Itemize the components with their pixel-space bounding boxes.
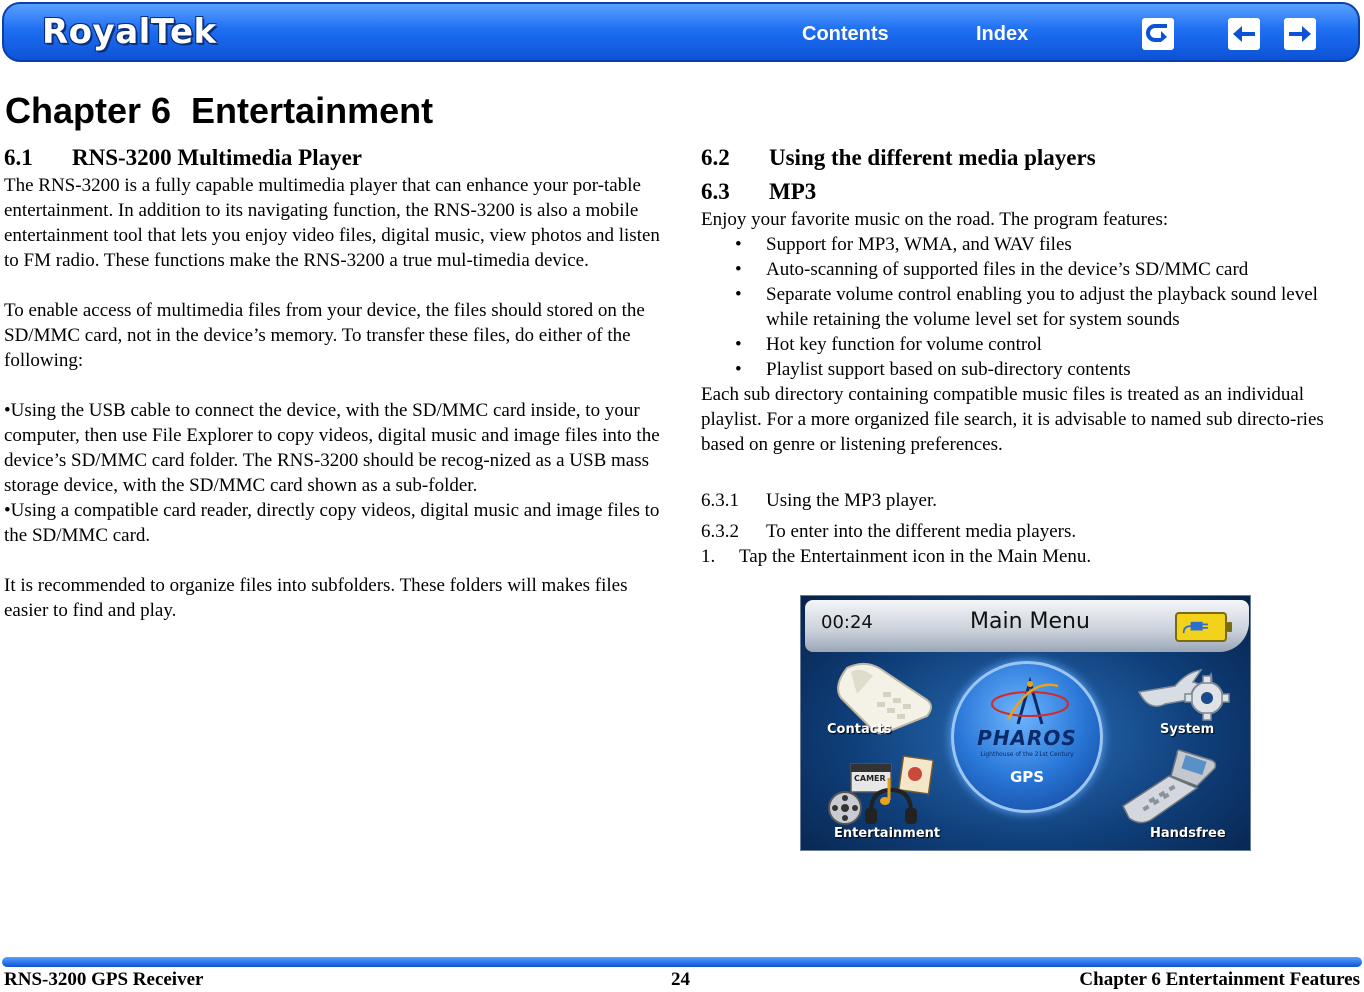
subsection-number: 6.3.2	[701, 521, 739, 542]
pharos-tagline: Lighthouse of the 21st Century	[980, 751, 1074, 758]
subsection-heading-6-3-2	[701, 519, 1363, 544]
pharos-logo: PHAROS	[977, 726, 1077, 750]
page-number: 24	[671, 969, 690, 990]
paragraph-playlist: Each sub directory containing compatible music files is treated as an individual playlist. For a more organized file search, it is advisable to named sub directo-ries based on genre or listening preferences.	[701, 384, 1324, 455]
section-heading-6-3	[701, 177, 1363, 207]
subsection-title: Using the MP3 player.	[766, 490, 937, 511]
paragraph-intro: The RNS-3200 is a fully capable multimedia player that can enhance your por-table entertainment. In addition to its navigating function, the RNS-3200 is also a mobile entertainment tool that lets you enjoy video files, digital music, view photos and listen to FM radio. These functions make the RNS-3200 a true mul-timedia device.	[4, 175, 660, 271]
system-label: System	[1160, 722, 1215, 737]
paragraph-usb: •Using the USB cable to connect the device, with the SD/MMC card inside, to your computer, then use File Explorer to copy videos, digital music and image files into the device’s SD/MMC card folder. The RNS-3200 should be recog-nized as a USB mass storage device, with the SD/MMC card shown as a sub-folder.	[4, 400, 660, 496]
brand-logo: RoyalTek	[42, 12, 217, 52]
footer-chapter: Chapter 6 Entertainment Features	[1079, 969, 1360, 990]
step-number: 1.	[701, 546, 716, 567]
features-list	[701, 232, 1363, 382]
list-item: • Playlist support based on sub-directory contents	[701, 357, 1363, 382]
system-gear-icon[interactable]	[1135, 664, 1231, 722]
footer-bar	[2, 957, 1362, 967]
entertainment-icon[interactable]	[827, 754, 939, 830]
section-heading-6-2	[701, 143, 1363, 173]
gps-button[interactable]	[951, 661, 1103, 813]
subsection-number: 6.3.1	[701, 490, 739, 511]
left-arrow-icon	[1231, 23, 1257, 45]
back-button[interactable]	[1142, 18, 1174, 50]
footer-product: RNS-3200 GPS Receiver	[4, 969, 204, 990]
step-text: Tap the Entertainment icon in the Main Menu.	[739, 546, 1092, 567]
section-title: RNS-3200 Multimedia Player	[72, 145, 363, 170]
entertainment-label: Entertainment	[834, 826, 941, 841]
device-clock: 00:24	[821, 612, 873, 633]
section-heading-6-1	[4, 143, 668, 173]
list-item: • Hot key function for volume control	[701, 332, 1363, 357]
camera-text: CAMER	[854, 774, 886, 783]
section-number: 6.2	[701, 145, 730, 170]
section-number: 6.1	[4, 145, 33, 170]
plug-icon	[1177, 614, 1225, 640]
right-arrow-icon	[1287, 23, 1313, 45]
contacts-label: Contacts	[827, 722, 892, 737]
list-item: • Separate volume control enabling you to adjust the playback sound level while retaining the volume level set for system sounds	[701, 282, 1363, 332]
device-title-bar	[805, 600, 1249, 652]
index-link[interactable]: Index	[976, 23, 1029, 45]
section-title: MP3	[769, 179, 817, 204]
list-item: • Support for MP3, WMA, and WAV files	[701, 232, 1363, 257]
step-1	[701, 544, 1363, 569]
list-item: • Auto-scanning of supported files in the device’s SD/MMC card	[701, 257, 1363, 282]
next-page-button[interactable]	[1284, 18, 1316, 50]
battery-plug-icon	[1175, 612, 1227, 642]
paragraph-access: To enable access of multimedia files from your device, the files should stored on the SD/MMC card, not in the device’s memory. To transfer these files, do either of the following:	[4, 300, 645, 371]
features-intro: Enjoy your favorite music on the road. The program features:	[701, 209, 1169, 230]
device-menu-title: Main Menu	[970, 609, 1090, 634]
right-column	[701, 143, 1363, 569]
paragraph-subfolders: It is recommended to organize files into subfolders. These folders will makes files easier to find and play.	[4, 575, 628, 621]
subsection-title: To enter into the different media players.	[766, 521, 1077, 542]
section-number: 6.3	[701, 179, 730, 204]
handsfree-phone-icon[interactable]	[1119, 746, 1229, 826]
main-menu-screenshot	[800, 595, 1251, 851]
pharos-lighthouse-icon	[988, 676, 1072, 728]
left-column	[4, 143, 668, 648]
subsection-heading-6-3-1	[701, 488, 1363, 513]
gps-label: GPS	[1009, 768, 1045, 786]
header-bar	[2, 2, 1360, 62]
return-arrow-icon	[1145, 23, 1171, 45]
handsfree-label: Handsfree	[1150, 826, 1226, 841]
contents-link[interactable]: Contents	[802, 23, 889, 45]
chapter-title: Chapter 6 Entertainment	[5, 90, 434, 131]
section-title: Using the different media players	[769, 145, 1096, 170]
previous-page-button[interactable]	[1228, 18, 1260, 50]
paragraph-card-reader: •Using a compatible card reader, directly copy videos, digital music and image files to the SD/MMC card.	[4, 500, 660, 546]
